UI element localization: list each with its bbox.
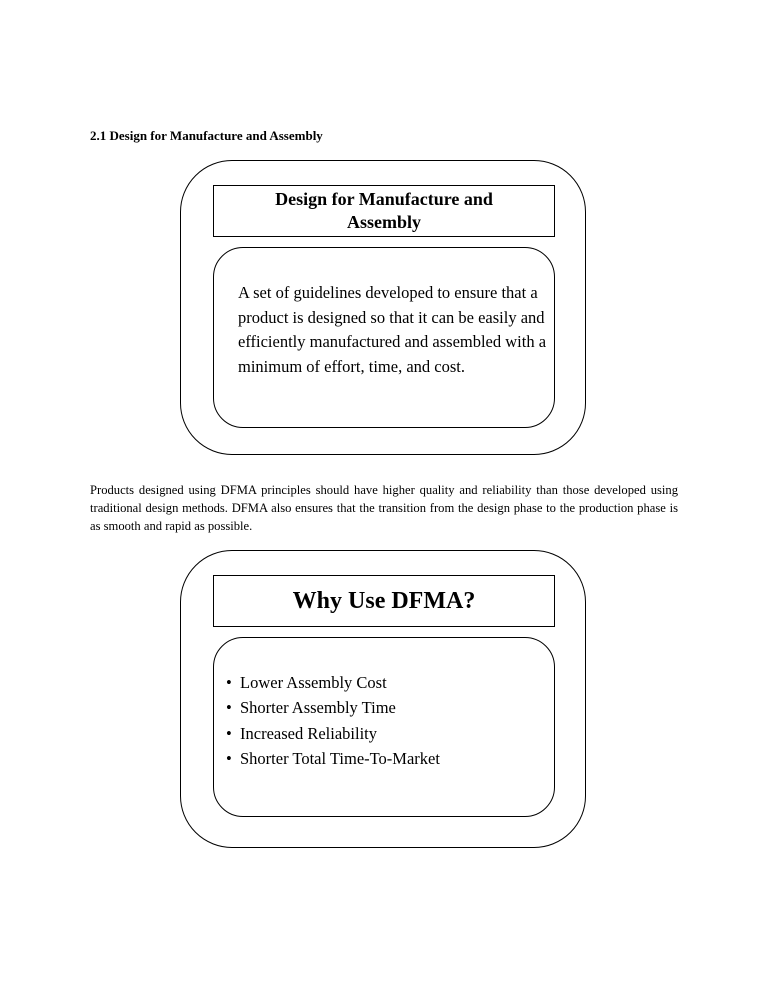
bullet-icon: • [226, 698, 232, 718]
diagram-title: Why Use DFMA? [292, 587, 476, 614]
diagram-title-box [213, 185, 555, 237]
section-heading: 2.1 Design for Manufacture and Assembly [90, 128, 323, 143]
list-item-text: Lower Assembly Cost [240, 673, 387, 692]
list-item-text: Shorter Assembly Time [240, 698, 396, 718]
list-item [226, 670, 440, 695]
list-item [226, 746, 440, 771]
list-item-text: Increased Reliability [240, 723, 377, 743]
benefits-list [226, 670, 440, 771]
bullet-icon: • [226, 723, 232, 743]
body-paragraph: Products designed using DFMA principles should have higher quality and reliability than those developed using traditional design methods. DFMA also ensures that the transition from the design phase to the production phase is as smooth and rapid as possible. [90, 483, 678, 533]
diagram-title: Design for Manufacture and Assembly [275, 189, 493, 232]
list-item [226, 721, 440, 746]
bullet-icon: • [226, 673, 232, 692]
list-item [226, 695, 440, 720]
list-item-text: Shorter Total Time-To-Market [240, 748, 440, 768]
diagram-title-box [213, 575, 555, 627]
bullet-icon: • [226, 748, 232, 768]
definition-text: A set of guidelines developed to ensure that a product is designed so that it can be easily and efficiently manufactured and assembled with a minimum of effort, time, and cost. [238, 283, 547, 376]
